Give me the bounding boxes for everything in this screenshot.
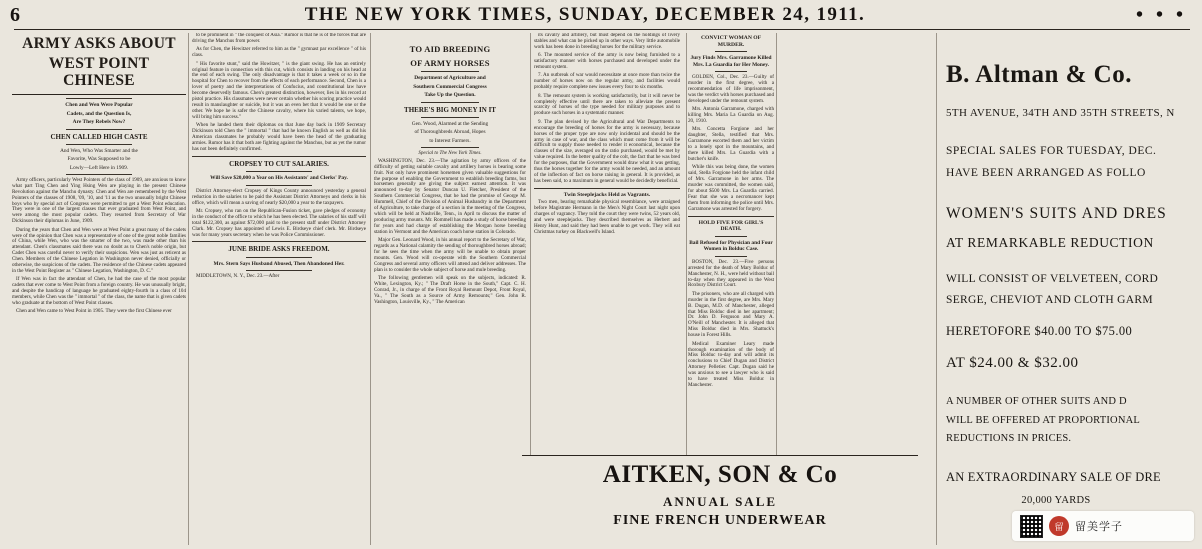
body-paragraph: Medical Examiner Leary made thorough examination of the body of Miss Bolduc to-day and will admit its conclusions to Chief Dugan and District Attorney Pelletier. Capt. Dugan said he was anxious to see a lawyer who is said to have treated Miss Bolduc in Manchester. [688,340,774,388]
masthead-title: THE NEW YORK TIMES, SUNDAY, DECEMBER 24, 1911. [304,4,866,25]
ad-note-line-3: REDUCTIONS IN PRICES. [946,433,1072,444]
headline-line-1: ARMY ASKS ABOUT [22,35,176,52]
body-paragraph: BOSTON, Dec. 23.—Five persons arrested for the death of Mary Bolduc of Manchester, N. H., were held without bail to-day when they appeared in the West Roxbury District Court. [688,258,774,289]
divider [715,236,748,237]
headline-line-2: OF ARMY HORSES [410,57,490,68]
body-paragraph: District Attorney-elect Cropsey of Kings County announced yesterday a general reduction in the salaries to be paid the Assistant District Attorneys and clerks in his office, which will mean a saving of nearly $20,000 a year to the taxpayers. [192,187,366,206]
headline-line-2: WEST POINT CHINESE [48,55,150,89]
divider [66,98,132,99]
ad-aitken-son-co[interactable] [522,455,918,546]
dek-hold-five: Bail Refused for Physician and Four Women in Bolduc Case. [689,239,773,253]
body-paragraph: While this was being done, the women said, Stella Forgione held the infant child of Mrs. Garramone in her arms. The murder was committed, the women said, for about $500 Mrs. La Guardia carried. Fear that she was a necromancer kept them from informing the police until Mrs. Garramone was arrested for forgery. [688,164,774,212]
watermark-badge [1012,511,1194,541]
body-paragraph: Chen and Wen came to West Point in 1905. They were the first Chinese ever [16,308,172,315]
ad-yards: 20,000 YARDS [1021,495,1091,506]
divider [715,71,748,72]
headline-line-1: TO AID BREEDING [409,44,491,54]
ad-arranged-line: HAVE BEEN ARRANGED AS FOLLO [946,167,1146,179]
divider [421,71,479,72]
headline-june-bride: JUNE BRIDE ASKS FREEDOM. [228,245,330,254]
body-paragraph: If Wen was in fact the attendant of Chen, he had the case of the most popular cadets that ever come to West Point from a foreign country. He was unusually bright, and despite the handicap of language he graduated eighty-fourth in a class of 104 members, while Chen was the " immortal " of the class, the name that is given cadets who graduate at the bottom of West Point classes. [12,276,186,307]
body-paragraph: During the years that Chen and Wen were at West Point a great many of the cadets were of the opinion that Chen was a representative of one of the great noble families of China, while Wen, who was the smarter of the two, was made other than his attendant. Chen's classmates said there was no doubt as to Chen's noble origin, but Cadet Chen was careful never to verify their suspicions. Wen was just as reticent as Chen. Members of the Chinese Legation in Washington never denied, officially or otherwise, the suspicions of the cadets. The residence of the Chinese cadets appeared in the West Point Register as " Chinese Legation, Washington, D. C." [12,226,186,274]
ad-note-line-1: A NUMBER OF OTHER SUITS AND D [946,396,1127,407]
dek-line-2: Southern Commercial Congress [413,83,487,90]
divider [421,117,479,118]
divider [421,102,479,103]
body-paragraph: 7. An outbreak of war would necessitate at once more than twice the number of horses now on the regular army, and facilities would probably require complete new issues every four to six months. [534,72,680,91]
byline: Special to The New York Times. [418,150,482,156]
dek-line-1: Department of Agriculture and [414,75,486,81]
body-paragraph: The prisoners, who are all charged with murder in the first degree, are Mrs. Mary B. Dugan, M.D. of Manchester, alleged that Miss Bolduc died in her apartment; Dr. John D. Ferguson and Mary A. O'Neill of Manchester. It is alleged that Miss Bolduc died in Mrs. Shattuck's house in Forest Hills. [688,290,774,339]
ad-address: 5TH AVENUE, 34TH AND 35TH STREETS, N [946,107,1175,119]
headline-hold-five: HOLD FIVE FOR GIRL'S DEATH. [698,219,764,233]
ad-reduction-line: AT REMARKABLE REDUCTION [946,235,1154,250]
body-paragraph: 9. The plan devised by the Agricultural and War Departments to encourage the breeding of horses for the army is necessary, because horses of the proper type are now only incidental and should be the army in case of war, and the class which must come from it will be difficult to supply those needed to render it economical, because the classes of the size, averaged on the ratio purchased, would be met by value required. In the better quality of the colt, the fact that he was bred for the purposes, that the Government would draw what it was getting, thus the horses together for the army would be needed, and an amount of the inflection of fact on horse raising in general. It is provided, as has been said, to a maximum in general would be decidedly beneficial. [534,118,680,184]
ad-special-sales-line: SPECIAL SALES FOR TUESDAY, DEC. [946,145,1157,157]
headline-cropsey: CROPSEY TO CUT SALARIES. [229,159,329,168]
page-folio: 6 [10,3,20,26]
body-paragraph: Mr. Cropsey, who ran on the Republican-Fusion ticket, gave pledges of economy in the conduct of the office to which he has been elected. The salaries of his staff will total $122,300, as against $72,000 paid to the present staff under District Attorney Clark. Mr. Cropsey has appointed of Lewis E. Birdseye chief clerk. Mr. Birdseye was for many years secretary when he was Police Commissioner. [192,207,366,238]
divider [192,156,366,157]
divider [421,147,479,148]
column-3 [374,33,526,545]
divider [715,51,748,52]
body-paragraph: 8. The remount system is working satisfactorily, but it will never be completely effective until there are taken to alleviate the present scarcity of horses of the type needed for military purposes and to produce such horses in a systematic manner. [534,92,680,117]
body-paragraph: WASHINGTON, Dec. 23.—The agitation by army officers of the difficulty of getting suitable cavalry and artillery horses is bearing some fruit. Not only have prominent horsemen given valuable suggestions for the purpose of enabling the Government to establish breeding farms, but horsemen generally are giving the subject earnest attention. It was announced to-day by Senator Duncan U. Fletcher, President of the Southern Commercial Congress, that he had the promise of George M. Hummell, Chief of the Division of Animal Husbandry in the Department of Agriculture, to take charge of a section in the meeting of the Congress, which will be held at Nashville, Tenn., in April to discuss the matter of producing army mounts. Mr. Rommell has made a study of horse breeding for years and had charge of establishing the Morgan horse breeding station in Vermont and the American coach horse station in Colorado. [374,157,526,235]
divider [192,241,366,242]
divider [246,171,312,172]
body-paragraph: GOLDEN, Col., Dec. 23.—Guilty of murder in the first degree, with a recommendation of life imprisonment, was the verdict with horses purchased and developed under the remount system. [688,74,774,104]
dek-line-3: Are They Rebels Now? [72,119,126,125]
masthead-rule [14,29,1190,30]
subhead: CHEN CALLED HIGH CASTE [50,132,148,141]
ad-extraordinary-sale: AN EXTRAORDINARY SALE OF DRE [946,470,1161,484]
subdek-line-2: Favorite, Was Supposed to be [67,156,131,163]
body-paragraph: to be prominent in " the conquest of Asia." Rumor is that he is of the forces that are driving the Manchus from power. [192,33,366,44]
wechat-avatar-icon: 留 [1049,516,1069,536]
dek-cropsey: Will Save $20,000 a Year on His Assistants' and Clerks' Pay. [210,175,348,182]
ad-materials-line-2: SERGE, CHEVIOT AND CLOTH GARM [946,294,1153,306]
divider [66,129,132,130]
masthead-dots: • • • [1136,3,1188,26]
body-paragraph: Mrs. Concetta Forgione and her daughter, Stella, testified that Mrs. Garramone escorted them and her victim to a lonely spot in the mountains, and there killed Mrs. La Guardia with a butcher's knife. [688,126,774,162]
divider [688,216,774,217]
subdek-line-2: of Thoroughbreds Abroad, Hopes [414,129,486,136]
dek-convict-woman: Jury Finds Mrs. Garramone Killed Mrs. La Guardia for Her Money. [690,55,772,68]
body-paragraph: When he landed them their diplomas on that June day back in 1909 Secretary Dickinson told Chen the " immortal " that had he known English as well as did his American classmates he probably would have been the head of the graduating armies. Rumor has it that both are fighting against the Manchus, but as yet the rumor has not been definitely confirmed. [192,122,366,152]
divider [715,256,748,257]
divider [66,144,132,145]
headline-twin-steeplejacks: Twin Steeplejacks Held as Vagrants. [563,191,651,198]
ad-b-altman-co[interactable] [936,33,1202,545]
masthead [0,0,1202,30]
body-paragraph: " His favorite stunt," said the Howitzer, " is the giant swing. He has an entirely original feature in connection with this cut, which consists in landing on his head at the end of each swing. The only disadvantage is that it takes a week or so in the hospital for Chen to recover from the effects of each performance. Second, Chen is a lover of poetry and the interpretations of Confucius, and constitutional law have become deservedly famous. Chen's greatest distinction, however, lies in his record at pistol practice. His classmates were never certain whether his scoring practice would result in manslaughter or suicide, but it was an even bet that it would be one or the other. We hope he is safer the Chinese cavalry, where his varied talents, we hope, will bring him success." [192,60,366,120]
divider [246,270,312,271]
body-paragraph: Major Gen. Leonard Wood, in his annual report to the Secretary of War, regards as a National calamity the sending of thoroughbred horses abroad; for he sees the time when the army will be unable to obtain proper mounts. Gen. Wood will co-operate with the Southern Commercial Congress and several army officers will attend and deliver addresses. The plan is to consider the whole subject of horse and mule breeding. [374,237,526,273]
divider [66,174,132,175]
ad-heretofore-price: HERETOFORE $40.00 TO $75.00 [946,324,1133,338]
column-4 [534,33,680,453]
column-2 [192,33,366,545]
body-paragraph: Two men, bearing remarkable physical resemblance, were arraigned before Magistrate Hermann in the Men's Night Court last night upon charges of vagrancy. They told the court they were twins, 52 years old, and were steeplejacks. They described themselves as Herbert and Henry Hunt, and said they had been unable to get work. They will eat Christmas turkey on Blackwell's Island. [534,199,680,235]
ad-materials-line-1: WILL CONSIST OF VELVETEEN, CORD [946,273,1159,285]
headline-convict-woman: CONVICT WOMAN OF MURDER. [700,35,762,48]
ad-line-product: FINE FRENCH UNDERWEAR [613,513,827,528]
body-paragraph: MIDDLETOWN, N. Y., Dec. 23.—After [196,273,280,280]
dek-line-1: Chen and Wen Were Popular [65,102,133,108]
body-paragraph: As for Chen, the Hewitzer referred to him as the " gymnast par excellence " of his class. [192,46,366,59]
divider [246,257,312,258]
subdek-line-3: Lowly—Left Here in 1909. [69,164,129,171]
dek-june-bride: Mrs. Stern Says Husband Abused, Then Abandoned Her. [213,260,345,267]
body-paragraph: Mrs. Antonia Garramone, charged with killing Mrs. Maria La Guardia on Aug. 20, 1910. [688,106,774,125]
dek-line-2: Cadets, and the Question Is, [66,110,132,117]
article-headline-block [12,35,186,95]
ad-sale-price: AT $24.00 & $32.00 [946,355,1079,371]
subdek-line-3: to Interest Farmers. [429,137,471,144]
divider [246,185,312,186]
divider [534,188,680,189]
body-paragraph: 6. The mounted service of the army is now being furnished to a satisfactory manner with horses purchased and developed under the remount system. [534,52,680,71]
body-paragraph: The following gentlemen will speak on the subjects, indicated: R. White, Lexington, Ky.; " The Draft Horse in the South," Capt. C. H. Conrad, Jr., in charge of the Front Royal Remount Depot, Front Royal, Va., " The South as a Source of Army Remounts;" Gen. John R. Vashington, Louisville, Ky., " The American [374,275,526,305]
dek-line-3: Take Up the Question. [424,92,476,98]
watermark-label: 留美学子 [1075,521,1123,533]
ad-note-line-2: WILL BE OFFERED AT PROPORTIONAL [946,415,1140,426]
ad-line-annual-sale: ANNUAL SALE [662,494,778,509]
ad-category-line: WOMEN'S SUITS AND DRES [946,205,1167,222]
subdek-line-1: Gen. Wood, Alarmed at the Sending [411,121,489,127]
subhead: THERE'S BIG MONEY IN IT [404,105,496,114]
subdek-line-1: And Wen, Who Was Smarter and the [60,148,138,154]
column-5 [688,33,774,453]
body-paragraph: Army officers, particularly West Pointers of the class of 1909, are anxious to know what part Ting Chen and Ying Hsing Wen are playing in the present Chinese Revolution against the Manchu dynasty. Chen and Wen are remembered by the West Pointers of the classes of 1908, '09, '10, and '11 as the two unusually bright Chinese boys who by special act of Congress were permitted to get a West Point education. They were in one of the largest classes that ever graduated from West Point, and were among the most popular cadets. They resorted from Secretary of War Dickinson their diplomas in June, 1909. [12,176,186,225]
qr-code-icon [1020,515,1043,538]
ad-brand-name: AITKEN, SON & Co [602,461,838,488]
ad-brand-name: B. Altman & Co. [946,61,1132,88]
body-paragraph: its cavalry and artillery, but must depend on the holdings of livery stables and what can be picked up in other ways. Very little automobile work has been done in breeding horses for the military service. [534,33,680,50]
column-1 [12,33,186,545]
